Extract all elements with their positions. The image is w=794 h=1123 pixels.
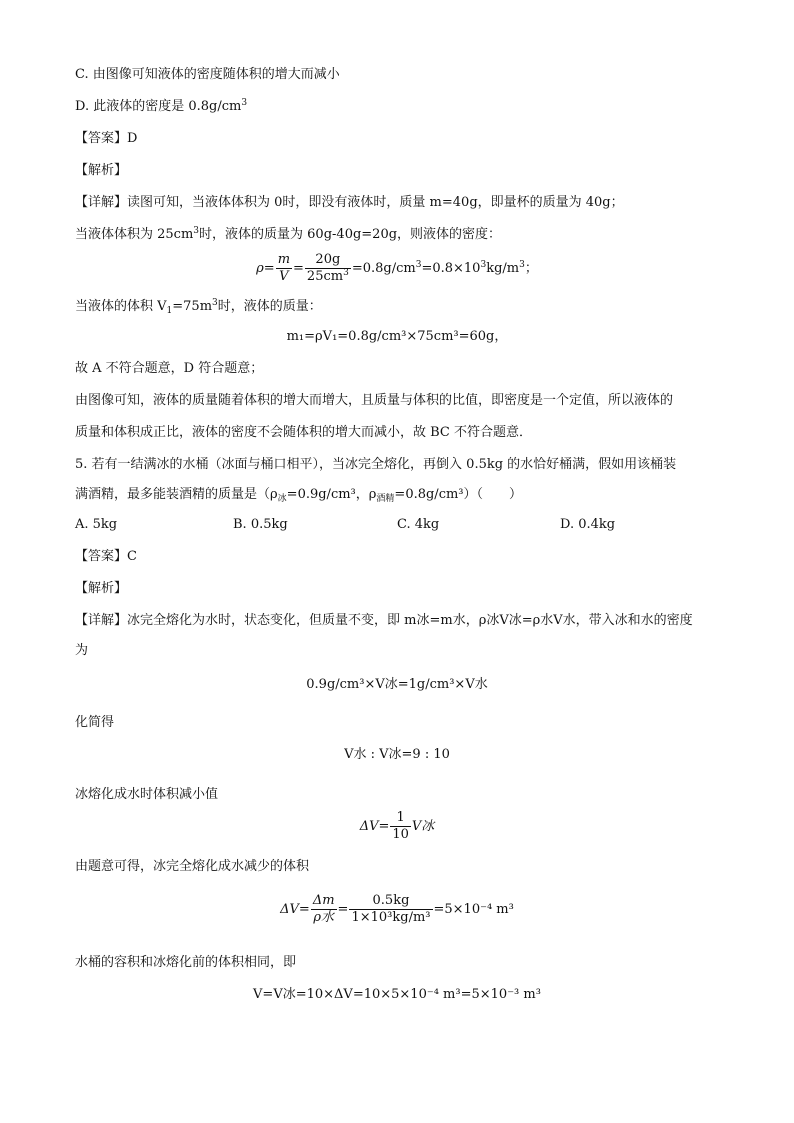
- analysis-label: 【解析】: [75, 163, 128, 178]
- option-b: B. 0.5kg: [233, 517, 288, 532]
- answer-line: [75, 130, 137, 148]
- detail-line: 当液体体积为 $25cm^3$时，液体的质量为 60g-40g=20g，则液体的密度：: [75, 226, 502, 242]
- detail-line: 为: [75, 643, 89, 658]
- detail-line: 由图像可知，液体的质量随着体积的增大而增大，且质量与体积的比值，即密度是一个定值，所以液体的: [75, 393, 674, 408]
- option-d: D. 0.4kg: [560, 517, 616, 532]
- detail-line: 化简得: [75, 715, 115, 730]
- detail-line: 质量和体积成正比，液体的密度不会随体积的增大而减小，故 BC 不符合题意．: [75, 425, 533, 440]
- question-stem: 5. 若有一结满冰的水桶（冰面与桶口相平），当冰完全熔化，再倒入 0.5kg 的水恰好桶满，假如用该桶装: [75, 457, 677, 472]
- detail-line: 【详解】读图可知，当液体体积为 0时，即没有液体时，质量 m=40g，即量杯的质量为 40g；: [75, 195, 624, 210]
- answer-value: C: [127, 549, 137, 564]
- analysis-label: 【解析】: [75, 581, 128, 596]
- volume-change-equation: ΔV= $\frac{1}{10}$ V冰: [359, 810, 435, 842]
- option-c: C. 由图像可知液体的密度随体积的增大而减小: [75, 67, 340, 82]
- option-a: A. 5kg: [75, 517, 118, 532]
- equation: 0.9g/cm³×V冰=1g/cm³×V水: [306, 677, 488, 692]
- detail-line: 【详解】冰完全熔化为水时，状态变化，但质量不变，即 m冰=m水，ρ冰V冰=ρ水V水，带入冰和水的密度: [75, 613, 693, 628]
- option-d: D. 此液体的密度是 $0.8g/cm^3$: [75, 98, 248, 114]
- option-c: C. 4kg: [397, 517, 440, 532]
- density-equation: ρ= $\frac{m}{V}$ = $\frac{20g}{25cm^3}$ $=0.8g/cm^3=0.8\times 10^3kg/m^3$；: [256, 252, 538, 284]
- capacity-equation: V=V冰=10×ΔV=10×5×10⁻⁴ m³=5×10⁻³ m³: [253, 987, 541, 1002]
- volume-equation: ΔV= $\frac{\Delta m}{\text{ρ水}}$ = $\frac{0.5kg}{\text{1×10³kg/m³}}$ =5×10⁻⁴ m³: [280, 893, 514, 925]
- detail-line: 故 A 不符合题意，D 符合题意；: [75, 361, 264, 376]
- detail-line: 水桶的容积和冰熔化前的体积相同，即: [75, 955, 297, 970]
- answer-label: 【答案】: [75, 549, 128, 564]
- detail-line: 当液体的体积 $V_1=75m^3$时，液体的质量：: [75, 298, 322, 316]
- detail-line: 冰熔化成水时体积减小值: [75, 787, 219, 802]
- answer-value: D: [127, 131, 138, 146]
- detail-line: 由题意可得，冰完全熔化成水减少的体积: [75, 859, 310, 874]
- equation: V水 : V冰=9 : 10: [344, 747, 450, 762]
- question-stem: 满酒精，最多能装酒精的质量是（$\rho_冰=0.9g$/cm³，$\rho_{酒精}=0.8g/cm^3$）（ ）: [75, 487, 523, 504]
- answer-label: 【答案】: [75, 131, 128, 146]
- answer-line: [75, 548, 137, 566]
- mass-equation: m₁=ρV₁=0.8g/cm³×75cm³=60g，: [286, 329, 508, 344]
